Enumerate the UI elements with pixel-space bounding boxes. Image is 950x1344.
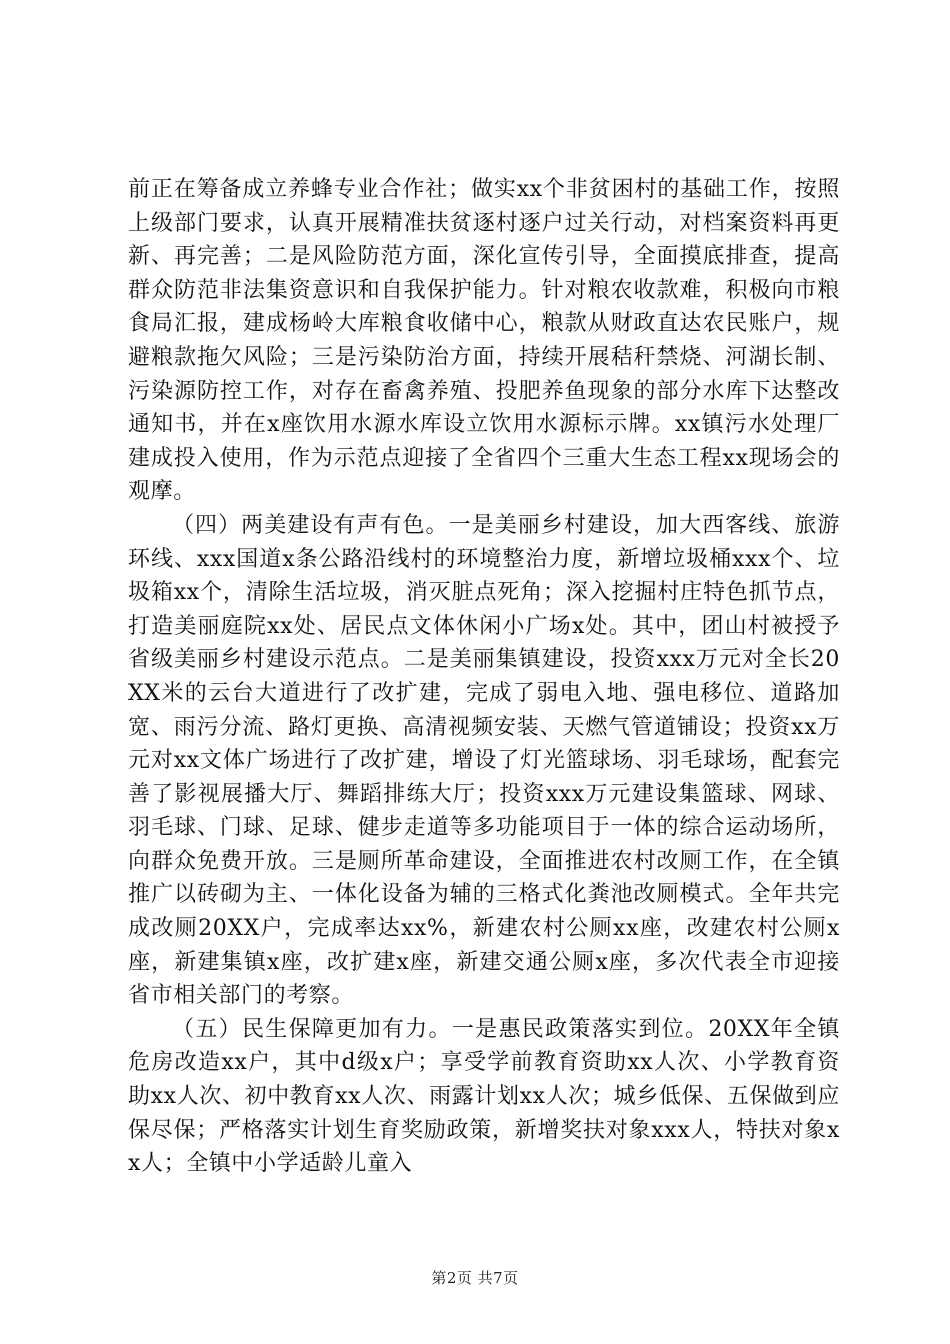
paragraph-livelihood-security: （五）民生保障更加有力。一是惠民政策落实到位。20XX年全镇危房改造xx户，其中d级x户；享受学前教育资助xx人次、小学教育资助xx人次、初中教育xx人次、雨露计划xx人次；城乡低保、五保做到应保尽保；严格落实计划生育奖励政策，新增奖扶对象xxx人，特扶对象xx人；全镇中小学适龄儿童入 [128, 1016, 840, 1177]
page-number-footer: 第2页 共7页 [431, 1269, 519, 1287]
document-body [128, 173, 840, 1181]
paragraph-continuation: 前正在筹备成立养蜂专业合作社；做实xx个非贫困村的基础工作，按照上级部门要求，认真开展精准扶贫逐村逐户过关行动，对档案资料再更新、再完善；二是风险防范方面，深化宣传引导，全面摸底排查，提高群众防范非法集资意识和自我保护能力。针对粮农收款难，积极向市粮食局汇报，建成杨岭大库粮食收储中心，粮款从财政直达农民账户，规避粮款拖欠风险；三是污染防治方面，持续开展秸秆禁烧、河湖长制、污染源防控工作，对存在畜禽养殖、投肥养鱼现象的部分水库下达整改通知书，并在x座饮用水源水库设立饮用水源标示牌。xx镇污水处理厂建成投入使用，作为示范点迎接了全省四个三重大生态工程xx现场会的观摩。 [128, 177, 840, 505]
paragraph-two-beauties-construction: （四）两美建设有声有色。一是美丽乡村建设，加大西客线、旅游环线、xxx国道x条公路沿线村的环境整治力度，新增垃圾桶xxx个、垃圾箱xx个，清除生活垃圾，消灭脏点死角；深入挖掘村庄特色抓节点，打造美丽庭院xx处、居民点文体休闲小广场x处。其中，团山村被授予省级美丽乡村建设示范点。二是美丽集镇建设，投资xxx万元对全长20XX米的云台大道进行了改扩建，完成了弱电入地、强电移位、道路加宽、雨污分流、路灯更换、高清视频安装、天燃气管道铺设；投资xx万元对xx文体广场进行了改扩建，增设了灯光篮球场、羽毛球场，配套完善了影视展播大厅、舞蹈排练大厅；投资xxx万元建设集篮球、网球、羽毛球、门球、足球、健步走道等多功能项目于一体的综合运动场所，向群众免费开放。三是厕所革命建设，全面推进农村改厕工作，在全镇推广以砖砌为主、一体化设备为辅的三格式化粪池改厕模式。全年共完成改厕20XX户，完成率达xx%，新建农村公厕xx座，改建农村公厕x座，新建集镇x座，改扩建x座，新建交通公厕x座，多次代表全市迎接省市相关部门的考察。 [128, 512, 840, 1009]
